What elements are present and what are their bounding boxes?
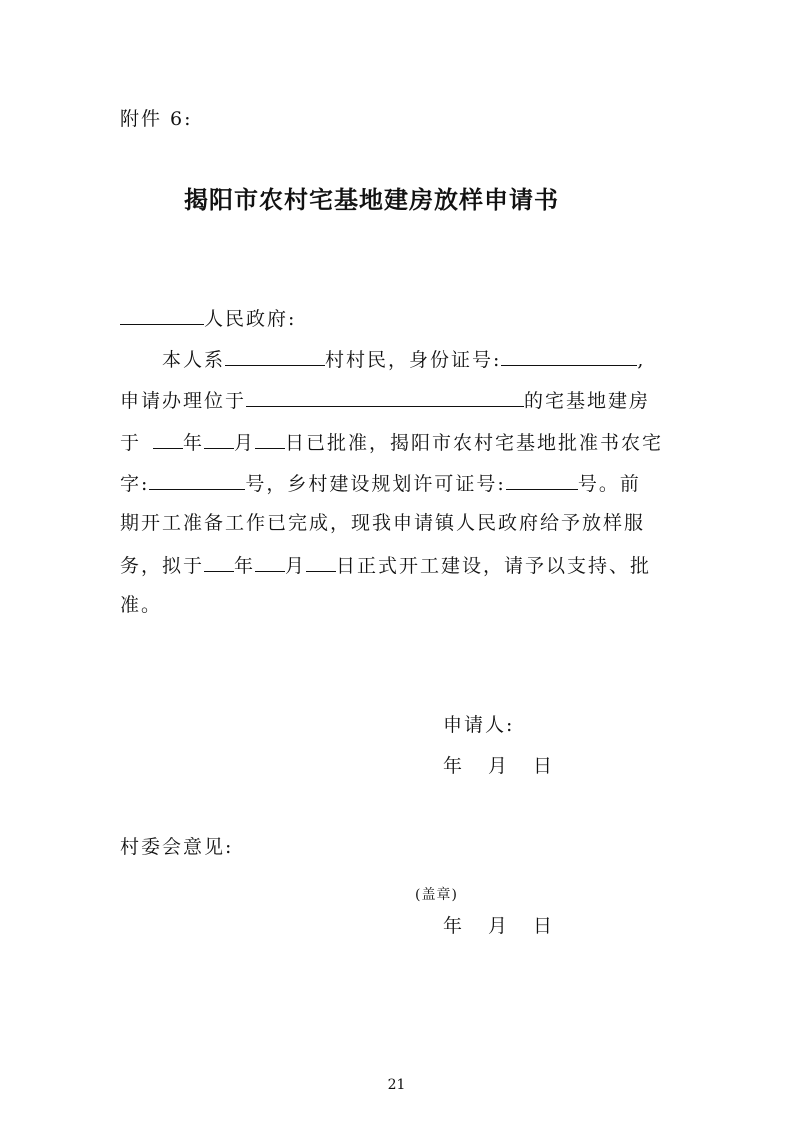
body-text: 年: [183, 432, 205, 454]
body-line-1: [162, 345, 645, 373]
approval-day-blank[interactable]: [255, 428, 285, 449]
body-line-2: [120, 386, 650, 414]
government-name-blank[interactable]: [120, 304, 204, 325]
permit-number-blank[interactable]: [506, 469, 578, 490]
approval-year-blank[interactable]: [153, 428, 183, 449]
body-line-4: [120, 469, 641, 497]
date-month: 月: [488, 915, 510, 937]
addressee-text: 人民政府:: [204, 308, 297, 330]
date-year: 年: [443, 755, 465, 777]
start-day-blank[interactable]: [306, 551, 336, 572]
certificate-number-blank[interactable]: [149, 469, 245, 490]
page-number: 21: [387, 1077, 406, 1093]
village-committee-label: 村委会意见:: [120, 836, 234, 858]
body-text: ,: [637, 349, 646, 371]
body-line-3: [120, 428, 663, 456]
document-title: 揭阳市农村宅基地建房放样申请书: [184, 186, 559, 214]
committee-date: [443, 913, 554, 939]
date-month: 月: [488, 755, 510, 777]
body-line-7: 准。: [120, 594, 163, 616]
body-text: 年: [234, 555, 256, 577]
body-text: 村村民，身份证号:: [325, 349, 502, 371]
body-text: 的宅基地建房: [524, 390, 651, 412]
body-text: 月: [285, 555, 307, 577]
start-month-blank[interactable]: [255, 551, 285, 572]
body-text: 日已批准，揭阳市农村宅基地批准书农宅: [285, 432, 664, 454]
body-line-5: 期开工准备工作已完成，现我申请镇人民政府给予放样服: [120, 512, 646, 534]
applicant-label: 申请人:: [443, 714, 515, 736]
body-text: 本人系: [162, 349, 226, 371]
start-year-blank[interactable]: [204, 551, 234, 572]
body-text: 务，拟于: [120, 555, 205, 577]
applicant-date: [443, 753, 554, 779]
date-day: 日: [533, 755, 555, 777]
date-day: 日: [533, 915, 555, 937]
id-number-blank[interactable]: [501, 345, 637, 366]
body-text: 月: [234, 432, 256, 454]
body-text: 申请办理位于: [120, 390, 247, 412]
attachment-label: 附件 6:: [120, 108, 193, 130]
approval-month-blank[interactable]: [204, 428, 234, 449]
body-text: 于: [120, 432, 142, 454]
body-text: 日正式开工建设，请予以支持、批: [336, 555, 652, 577]
date-year: 年: [443, 915, 465, 937]
body-text: 号。前: [577, 473, 641, 495]
body-text: 字:: [120, 473, 150, 495]
body-text: 号，乡村建设规划许可证号:: [245, 473, 506, 495]
seal-label: (盖章): [415, 887, 458, 903]
location-blank[interactable]: [246, 386, 524, 407]
body-line-6: [120, 551, 651, 579]
addressee-line: [120, 304, 296, 332]
village-name-blank[interactable]: [225, 345, 325, 366]
